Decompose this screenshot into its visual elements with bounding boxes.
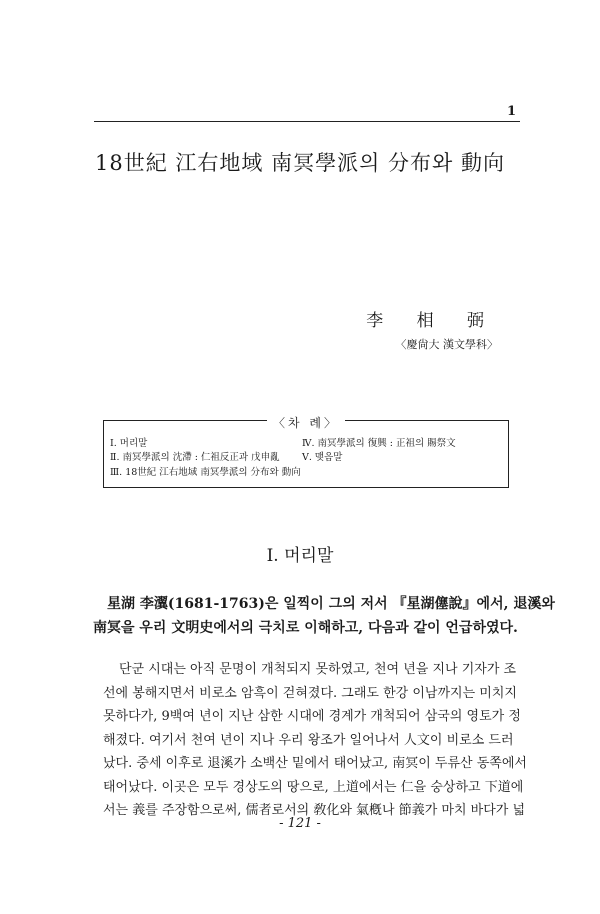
passage-line: 못하다가, 9백여 년이 지난 삼한 시대에 경계가 개척되어 삼국의 영토가 정	[103, 709, 521, 724]
toc-item: Ⅴ. 맺음말	[302, 452, 343, 463]
intro-line: 星湖 李瀷(1681-1763)은 일찍이 그의 저서 『星湖僿說』에서, 退溪와	[107, 596, 555, 612]
toc-item: Ⅱ. 南冥學派의 沈滯 : 仁祖反正과 戊申亂	[110, 452, 280, 463]
intro-line: 南冥을 우리 文明史에서의 극치로 이해하고, 다음과 같이 언급하였다.	[93, 620, 518, 636]
page-number-top: 1	[506, 104, 516, 119]
passage-line: 서는 義를 주장함으로써, 儒者로서의 敎化와 氣槪나 節義가 마치 바다가 넓	[103, 803, 526, 818]
passage-line: 선에 봉해지면서 비로소 암흑이 걷혀졌다. 그래도 한강 이남까지는 미치지	[103, 685, 517, 701]
toc-item: Ⅳ. 南冥學派의 復興 : 正祖의 賜祭文	[302, 438, 456, 449]
toc-heading	[104, 412, 508, 431]
table-of-contents	[103, 416, 509, 488]
paper-title: 18世紀 江右地域 南冥學派의 分布와 動向	[95, 151, 505, 175]
author-name: 李 相 弼	[366, 311, 498, 331]
page-number-footer: - 121 -	[279, 816, 321, 831]
quoted-passage	[103, 658, 527, 823]
author-affiliation: 〈慶尙大 漢文學科〉	[395, 338, 498, 351]
passage-line: 태어났다. 이곳은 모두 경상도의 땅으로, 上道에서는 仁을 숭상하고 下道에	[103, 779, 524, 795]
passage-line: 났다. 중세 이후로 退溪가 소백산 밑에서 태어났고, 南冥이 두류산 동쪽에서	[103, 756, 527, 771]
passage-line: 해졌다. 여기서 천여 년이 지나 우리 왕조가 일어나서 人文이 비로소 드러	[103, 732, 514, 748]
passage-line: 단군 시대는 아직 문명이 개척되지 못하였고, 천여 년을 지나 기자가 조	[119, 662, 517, 677]
intro-paragraph	[93, 592, 555, 640]
section-heading: Ⅰ. 머리말	[266, 546, 334, 566]
top-rule	[94, 121, 520, 122]
toc-heading-label: 〈차 례〉	[267, 416, 345, 430]
toc-item: Ⅰ. 머리말	[110, 438, 148, 449]
toc-item: Ⅲ. 18世紀 江右地域 南冥學派의 分布와 動向	[110, 467, 301, 478]
